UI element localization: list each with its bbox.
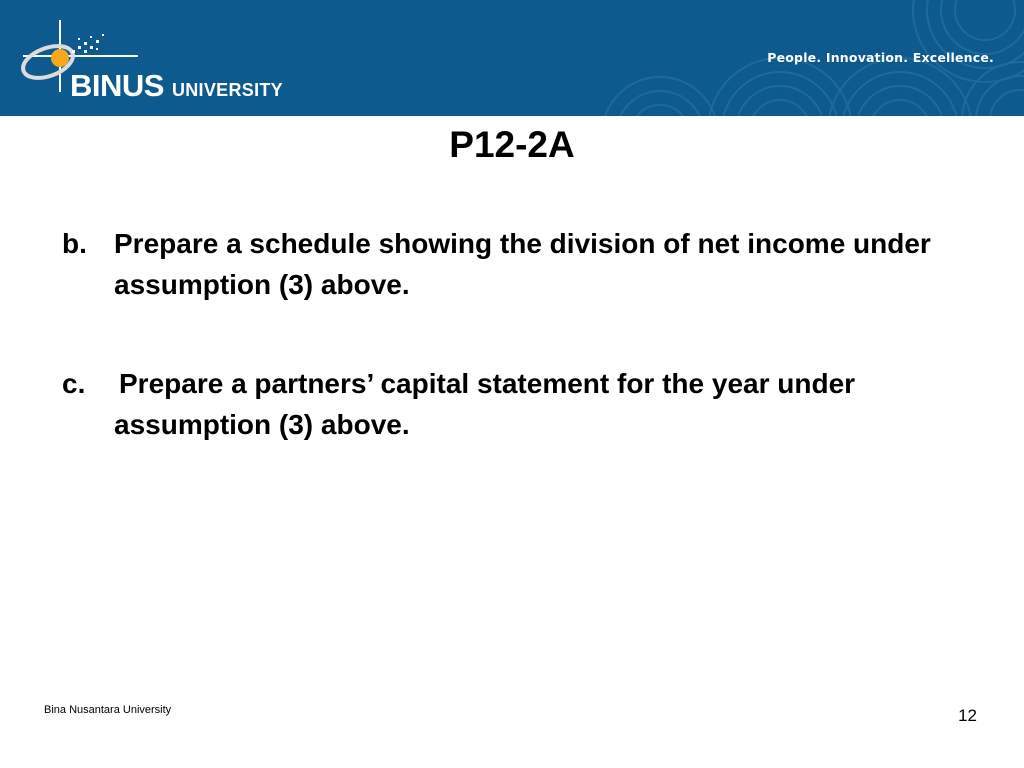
- list-item-text: Prepare a schedule showing the division of net income under assumption (3) above.: [114, 228, 931, 300]
- tagline: People. Innovation. Excellence.: [767, 50, 994, 65]
- list-item-marker: b.: [62, 228, 87, 259]
- list-item-marker: c.: [62, 368, 86, 399]
- page-number: 12: [958, 706, 977, 725]
- footer-institution: Bina Nusantara University: [44, 704, 172, 716]
- logo-suffix-text: UNIVERSITY: [171, 80, 283, 100]
- list-item: [62, 363, 962, 445]
- list-item: [62, 223, 962, 305]
- list-item-text: Prepare a partners’ capital statement for the year under assumption (3) above.: [114, 368, 856, 440]
- logo-wordmark: [70, 68, 283, 104]
- logo-brand-text: BINUS: [70, 68, 164, 103]
- slide-title: P12-2A: [449, 124, 575, 165]
- header-banner: [0, 0, 1024, 116]
- binus-university-logo[interactable]: [18, 18, 318, 108]
